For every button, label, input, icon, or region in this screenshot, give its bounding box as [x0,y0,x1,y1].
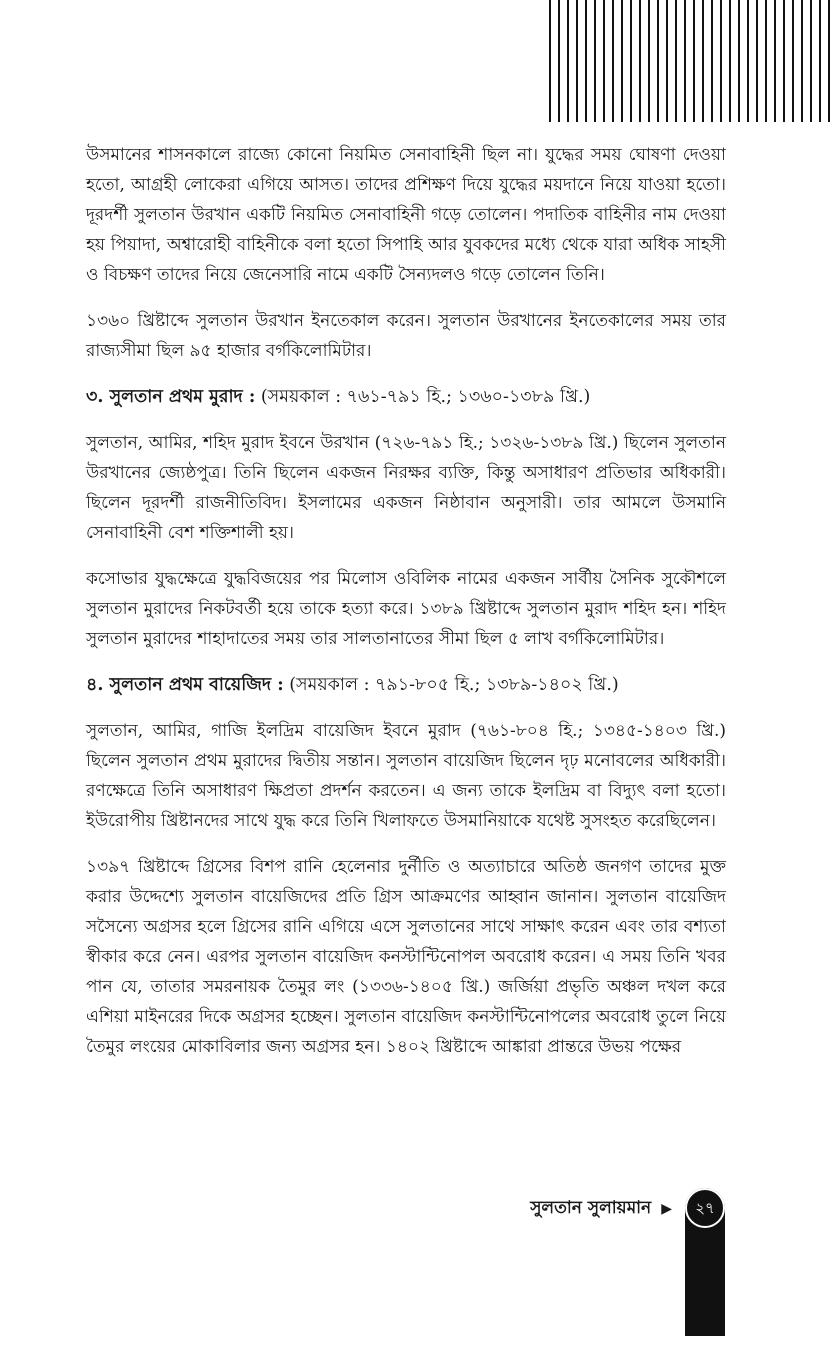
paragraph-bayezid-intro: সুলতান, আমির, গাজি ইলদ্রিম বায়েজিদ ইবনে মুরাদ (৭৬১-৮০৪ হি.; ১৩৪৫-১৪০৩ খ্রি.) ছিলেন সুলতান প্রথম মুরাদের দ্বিতীয় সন্তান। সুলতান বায়েজিদ ছিলেন দৃঢ় মনোবলের অধিকারী। রণক্ষেত্রে তিনি অসাধারণ ক্ষিপ্রতা প্রদর্শন করতেন। এ জন্য তাকে ইলদ্রিম বা বিদ্যুৎ বলা হতো। ইউরোপীয় খ্রিষ্টানদের সাথে যুদ্ধ করে তিনি খিলাফতে উসমানিয়াকে যথেষ্ট সুসংহত করেছিলেন। [86,721,726,831]
page-body [86,140,726,1078]
paragraph-army: উসমানের শাসনকালে রাজ্যে কোনো নিয়মিত সেনাবাহিনী ছিল না। যুদ্ধের সময় ঘোষণা দেওয়া হতো, আগ্রহী লোকেরা এগিয়ে আসত। তাদের প্রশিক্ষণ দিয়ে যুদ্ধের ময়দানে নিয়ে যাওয়া হতো। দূরদর্শী সুলতান উরখান একটি নিয়মিত সেনাবাহিনী গড়ে তোলেন। পদাতিক বাহিনীর নাম দেওয়া হয় পিয়াদা, অশ্বারোহী বাহিনীকে বলা হতো সিপাহি আর যুবকদের মধ্যে থেকে যারা অধিক সাহসী ও বিচক্ষণ তাদের নিয়ে জেনেসারি নামে একটি সৈন্যদলও গড়ে তোলেন তিনি। [86,145,726,285]
heading-period: (সময়কাল : ৭৬১-৭৯১ হি.; ১৩৬০-১৩৮৯ খ্রি.) [260,387,591,407]
book-title: সুলতান সুলায়মান [530,1198,652,1218]
paragraph-orkhan-death: ১৩৬০ খ্রিষ্টাব্দে সুলতান উরখান ইনতেকাল করেন। সুলতান উরখানের ইনতেকালের সময় তার রাজ্যসীমা ছিল ৯৫ হাজার বর্গকিলোমিটার। [86,311,726,361]
running-footer [440,1196,672,1221]
page-number: ২৭ [685,1188,725,1228]
section-heading-bayezid [86,670,726,700]
paragraph-murad-intro: সুলতান, আমির, শহিদ মুরাদ ইবনে উরখান (৭২৬-৭৯১ হি.; ১৩২৬-১৩৮৯ খ্রি.) ছিলেন সুলতান উরখানের জ্যেষ্ঠপুত্র। তিনি ছিলেন একজন নিরক্ষর ব্যক্তি, কিন্তু অসাধারণ প্রতিভার অধিকারী। ছিলেন দূরদর্শী রাজনীতিবিদ। ইসলামের একজন নিষ্ঠাবান অনুসারী। তার আমলে উসমানি সেনাবাহিনী বেশ শক্তিশালী হয়। [86,433,726,543]
decorative-stripes [549,0,837,122]
paragraph-kosovo: কসোভার যুদ্ধক্ষেত্রে যুদ্ধবিজয়ের পর মিলোস ওবিলিক নামের একজন সার্বীয় সৈনিক সুকৌশলে সুলতান মুরাদের নিকটবর্তী হয়ে তাকে হত্যা করে। ১৩৮৯ খ্রিষ্টাব্দে সুলতান মুরাদ শহিদ হন। শহিদ সুলতান মুরাদের শাহাদাতের সময় তার সালতানাতের সীমা ছিল ৫ লাখ বর্গকিলোমিটার। [86,569,726,649]
heading-title: ৪. সুলতান প্রথম বায়েজিদ : [86,675,284,695]
section-heading-murad [86,382,726,412]
heading-period: (সময়কাল : ৭৯১-৮০৫ হি.; ১৩৮৯-১৪০২ খ্রি.) [289,675,619,695]
paragraph-greece-timur: ১৩৯৭ খ্রিষ্টাব্দে গ্রিসের বিশপ রানি হেলেনার দুর্নীতি ও অত্যাচারে অতিষ্ঠ জনগণ তাদের মুক্ত করার উদ্দেশ্যে সুলতান বায়েজিদের প্রতি গ্রিস আক্রমণের আহ্বান জানান। সুলতান বায়েজিদ সসৈন্যে অগ্রসর হলে গ্রিসের রানি এগিয়ে এসে সুলতানের সাথে সাক্ষাৎ করেন এবং তার বশ্যতা স্বীকার করে নেন। এরপর সুলতান বায়েজিদ কনস্টান্টিনোপল অবরোধ করেন। এ সময় তিনি খবর পান যে, তাতার সমরনায়ক তৈমুর লং (১৩৩৬-১৪০৫ খ্রি.) জর্জিয়া প্রভৃতি অঞ্চল দখল করে এশিয়া মাইনরের দিকে অগ্রসর হচ্ছেন। সুলতান বায়েজিদ কনস্টান্টিনোপলের অবরোধ তুলে নিয়ে তৈমুর লংয়ের মোকাবিলার জন্য অগ্রসর হন। ১৪০২ খ্রিষ্টাব্দে আঙ্কারা প্রান্তরে উভয় পক্ষের [86,857,726,1057]
play-arrow-icon: ▶ [661,1201,672,1217]
heading-title: ৩. সুলতান প্রথম মুরাদ : [86,387,256,407]
